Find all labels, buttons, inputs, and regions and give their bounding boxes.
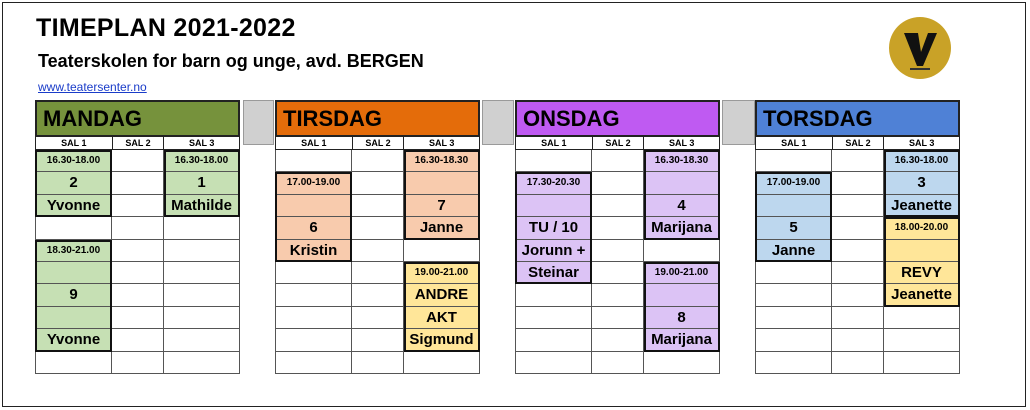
schedule-cell — [275, 150, 352, 172]
schedule-cell — [832, 240, 884, 262]
schedule-cell — [755, 195, 832, 217]
schedule-cell: Marijana — [644, 217, 720, 239]
schedule-cell — [592, 195, 644, 217]
day-header: TORSDAG — [755, 100, 960, 137]
table-row — [275, 195, 480, 217]
table-row — [35, 307, 240, 329]
schedule-cell: Yvonne — [35, 195, 112, 217]
sal-label: SAL 2 — [593, 137, 645, 150]
schedule-cell — [644, 352, 720, 374]
schedule-cell — [755, 329, 832, 351]
schedule-cell — [112, 352, 164, 374]
schedule-cell — [832, 217, 884, 239]
table-row — [35, 195, 240, 217]
schedule-cell: Jeanette — [884, 195, 960, 217]
schedule-cell — [884, 352, 960, 374]
schedule-cell: Janne — [404, 217, 480, 239]
day-torsdag — [755, 100, 960, 374]
schedule-cell — [644, 172, 720, 194]
sal-label: SAL 1 — [276, 137, 353, 150]
sal-header-row — [35, 137, 240, 150]
table-row — [515, 307, 720, 329]
day-header: TIRSDAG — [275, 100, 480, 137]
table-row — [275, 307, 480, 329]
table-row — [515, 150, 720, 172]
schedule-cell — [112, 150, 164, 172]
schedule-cell — [592, 329, 644, 351]
table-row — [35, 262, 240, 284]
schedule-cell — [832, 352, 884, 374]
schedule-cell — [515, 329, 592, 351]
table-row — [755, 217, 960, 239]
sal-header-row — [755, 137, 960, 150]
table-row — [515, 217, 720, 239]
schedule-cell — [352, 172, 404, 194]
schedule-cell: AKT — [404, 307, 480, 329]
schedule-cell — [644, 284, 720, 306]
separator-1 — [243, 100, 274, 145]
schedule-cell — [592, 352, 644, 374]
schedule-cell — [884, 240, 960, 262]
logo-icon — [888, 16, 952, 80]
schedule-cell — [592, 217, 644, 239]
schedule-cell: Kristin — [275, 240, 352, 262]
table-row — [275, 352, 480, 374]
day-grid — [515, 150, 720, 374]
schedule-cell: REVY — [884, 262, 960, 284]
schedule-cell — [755, 262, 832, 284]
schedule-cell: TU / 10 — [515, 217, 592, 239]
schedule-cell — [275, 262, 352, 284]
schedule-cell: 16.30-18.30 — [644, 150, 720, 172]
schedule-cell — [755, 352, 832, 374]
sal-label: SAL 2 — [833, 137, 885, 150]
schedule-cell — [352, 217, 404, 239]
schedule-cell: 6 — [275, 217, 352, 239]
schedule-cell — [112, 262, 164, 284]
schedule-cell — [352, 284, 404, 306]
schedule-cell: 17.30-20.30 — [515, 172, 592, 194]
schedule-cell — [164, 217, 240, 239]
table-row — [35, 240, 240, 262]
schedule-cell — [112, 195, 164, 217]
schedule-cell: 9 — [35, 284, 112, 306]
schedule-cell — [644, 240, 720, 262]
table-row — [755, 284, 960, 306]
schedule-cell — [755, 284, 832, 306]
schedule-cell — [832, 307, 884, 329]
sal-label: SAL 3 — [644, 137, 720, 150]
table-row — [515, 240, 720, 262]
schedule-cell — [352, 240, 404, 262]
table-row — [515, 172, 720, 194]
schedule-cell — [884, 307, 960, 329]
schedule-cell: Marijana — [644, 329, 720, 351]
sal-label: SAL 3 — [164, 137, 240, 150]
schedule-cell — [352, 262, 404, 284]
schedule-cell — [515, 195, 592, 217]
table-row — [275, 150, 480, 172]
schedule-cell — [832, 150, 884, 172]
table-row — [755, 195, 960, 217]
schedule-cell: Yvonne — [35, 329, 112, 351]
schedule-cell — [35, 307, 112, 329]
table-row — [275, 284, 480, 306]
schedule-cell — [275, 329, 352, 351]
schedule-cell — [112, 240, 164, 262]
schedule-cell: 4 — [644, 195, 720, 217]
schedule-cell — [755, 307, 832, 329]
schedule-cell — [35, 352, 112, 374]
schedule-cell — [884, 329, 960, 351]
schedule-cell: 19.00-21.00 — [404, 262, 480, 284]
schedule-cell — [404, 240, 480, 262]
table-row — [755, 150, 960, 172]
schedule-cell — [352, 329, 404, 351]
schedule-cell — [592, 150, 644, 172]
schedule-cell: 16.30-18.00 — [35, 150, 112, 172]
separator-3 — [722, 100, 755, 145]
schedule-cell — [515, 307, 592, 329]
schedule-cell — [592, 172, 644, 194]
table-row — [515, 284, 720, 306]
sal-header-row — [275, 137, 480, 150]
schedule-cell — [164, 240, 240, 262]
schedule-cell — [35, 262, 112, 284]
table-row — [35, 352, 240, 374]
schedule-cell — [755, 150, 832, 172]
schedule-cell: Janne — [755, 240, 832, 262]
day-tirsdag — [275, 100, 480, 374]
sal-label: SAL 1 — [516, 137, 593, 150]
page-title: TIMEPLAN 2021-2022 — [36, 14, 296, 42]
schedule-cell — [352, 195, 404, 217]
separator-2 — [482, 100, 514, 145]
schedule-cell: 3 — [884, 172, 960, 194]
schedule-cell: ANDRE — [404, 284, 480, 306]
schedule-cell: 8 — [644, 307, 720, 329]
schedule-cell: Jeanette — [884, 284, 960, 306]
website-link[interactable]: www.teatersenter.no — [38, 80, 147, 94]
day-grid — [35, 150, 240, 374]
schedule-cell — [404, 172, 480, 194]
schedule-cell: Jorunn + — [515, 240, 592, 262]
table-row — [275, 217, 480, 239]
sal-label: SAL 1 — [36, 137, 113, 150]
schedule-cell: 7 — [404, 195, 480, 217]
day-onsdag — [515, 100, 720, 374]
table-row — [275, 240, 480, 262]
table-row — [755, 329, 960, 351]
sal-label: SAL 3 — [404, 137, 480, 150]
schedule-cell — [592, 284, 644, 306]
schedule-cell — [275, 307, 352, 329]
schedule-cell — [404, 352, 480, 374]
schedule-cell — [164, 329, 240, 351]
day-mandag — [35, 100, 240, 374]
schedule-cell — [832, 172, 884, 194]
schedule-cell — [515, 150, 592, 172]
schedule-cell: Steinar — [515, 262, 592, 284]
day-grid — [755, 150, 960, 374]
schedule-cell — [352, 307, 404, 329]
schedule-cell — [592, 307, 644, 329]
day-header: MANDAG — [35, 100, 240, 137]
table-row — [35, 150, 240, 172]
schedule-cell — [515, 284, 592, 306]
sal-label: SAL 2 — [113, 137, 165, 150]
schedule-cell — [275, 195, 352, 217]
table-row — [515, 195, 720, 217]
schedule-cell: 16.30-18.30 — [404, 150, 480, 172]
schedule-cell: 16.30-18.00 — [884, 150, 960, 172]
schedule-cell: 1 — [164, 172, 240, 194]
schedule-cell: 17.00-19.00 — [275, 172, 352, 194]
schedule-cell: 16.30-18.00 — [164, 150, 240, 172]
table-row — [755, 352, 960, 374]
sal-label: SAL 3 — [884, 137, 960, 150]
table-row — [35, 329, 240, 351]
table-row — [275, 262, 480, 284]
table-row — [515, 352, 720, 374]
schedule-cell — [275, 284, 352, 306]
schedule-cell: 19.00-21.00 — [644, 262, 720, 284]
schedule-cell — [832, 195, 884, 217]
table-row — [755, 240, 960, 262]
schedule-cell: Mathilde — [164, 195, 240, 217]
schedule-cell — [112, 217, 164, 239]
schedule-cell: 5 — [755, 217, 832, 239]
table-row — [275, 172, 480, 194]
schedule-cell — [832, 329, 884, 351]
schedule-cell — [352, 150, 404, 172]
schedule-cell — [832, 262, 884, 284]
schedule-cell — [35, 217, 112, 239]
schedule-cell: 17.00-19.00 — [755, 172, 832, 194]
schedule-cell — [112, 329, 164, 351]
schedule-cell — [592, 262, 644, 284]
schedule-cell — [164, 284, 240, 306]
sal-label: SAL 1 — [756, 137, 833, 150]
schedule-cell — [164, 262, 240, 284]
day-grid — [275, 150, 480, 374]
schedule-cell — [112, 307, 164, 329]
schedule-cell: 18.00-20.00 — [884, 217, 960, 239]
table-row — [515, 262, 720, 284]
schedule-cell — [164, 352, 240, 374]
page-subtitle: Teaterskolen for barn og unge, avd. BERGEN — [38, 51, 424, 71]
table-row — [755, 172, 960, 194]
schedule-cell: Sigmund — [404, 329, 480, 351]
schedule-cell: 2 — [35, 172, 112, 194]
day-header: ONSDAG — [515, 100, 720, 137]
schedule-cell — [164, 307, 240, 329]
table-row — [755, 262, 960, 284]
sal-label: SAL 2 — [353, 137, 405, 150]
table-row — [755, 307, 960, 329]
schedule-cell — [112, 172, 164, 194]
table-row — [35, 284, 240, 306]
schedule-cell — [832, 284, 884, 306]
schedule-cell — [112, 284, 164, 306]
table-row — [275, 329, 480, 351]
schedule-cell — [352, 352, 404, 374]
schedule-cell — [592, 240, 644, 262]
table-row — [515, 329, 720, 351]
schedule-cell: 18.30-21.00 — [35, 240, 112, 262]
sal-header-row — [515, 137, 720, 150]
table-row — [35, 172, 240, 194]
schedule-cell — [515, 352, 592, 374]
schedule-cell — [275, 352, 352, 374]
table-row — [35, 217, 240, 239]
